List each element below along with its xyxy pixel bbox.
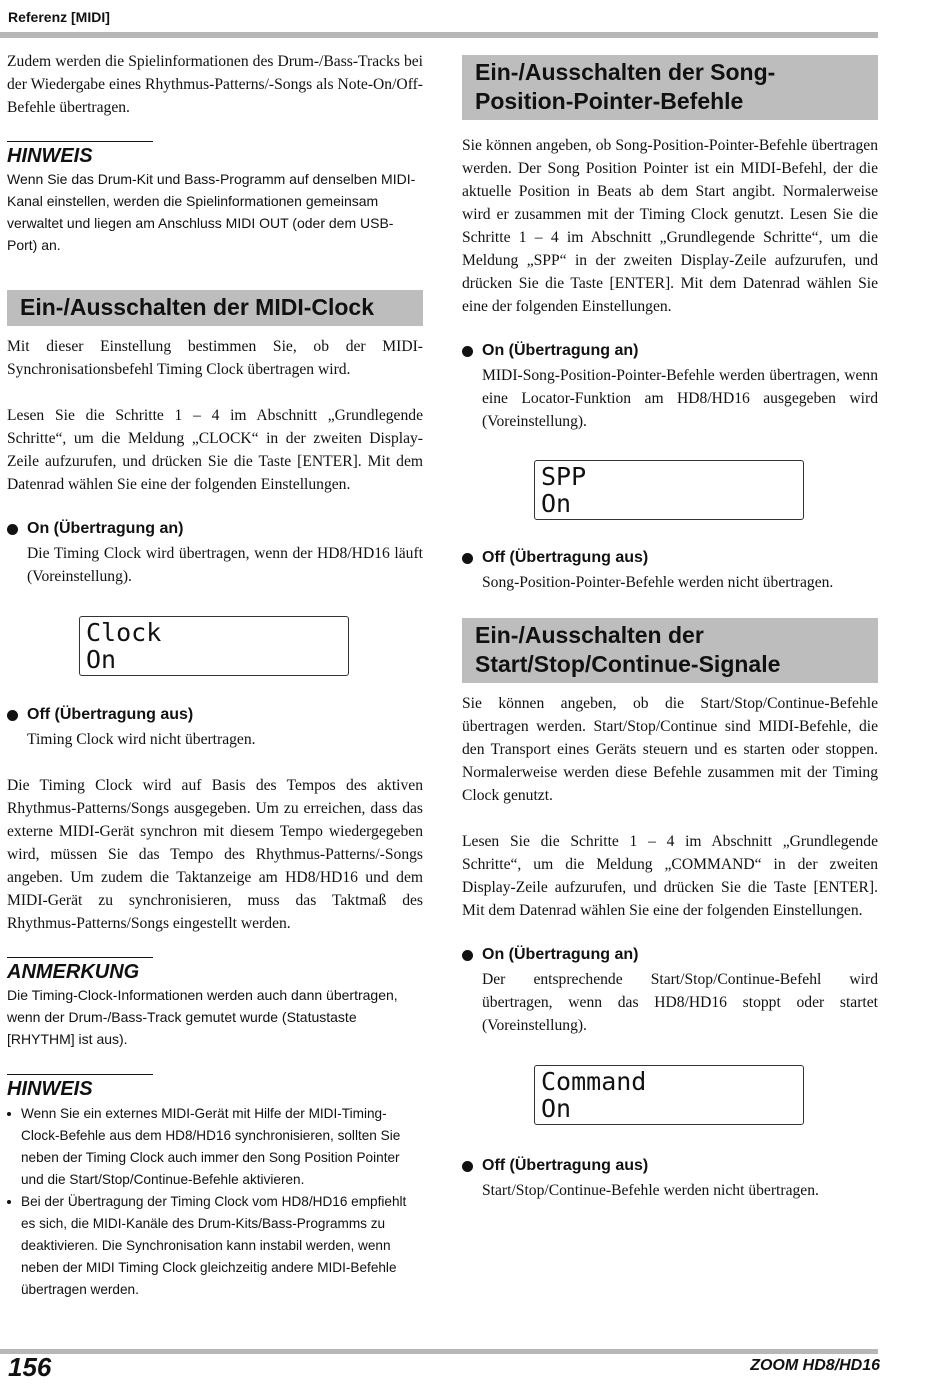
note-bullet-list <box>7 1103 423 1301</box>
midi-clock-steps: Lesen Sie die Schritte 1 – 4 im Abschnitt „Grundlegende Schritte“, um die Meldung „CLOCK“ in der zweiten Display-Zeile aufzurufen, und drücken Sie die Taste [ENTER]. Mit dem Datenrad wählen Sie eine der folgenden Einstellungen. <box>7 407 423 493</box>
lcd-line-2: On <box>541 1094 572 1123</box>
option-off-label: Off (Übertragung aus) <box>482 549 649 566</box>
note-title: HINWEIS <box>7 1078 93 1100</box>
option-off <box>462 547 878 569</box>
footer-rule <box>0 1349 878 1354</box>
option-off-description: Timing Clock wird nicht übertragen. <box>27 731 256 748</box>
note-text: Die Timing-Clock-Informationen werden auch dann übertragen, wenn der Drum-/Bass-Track gemutet wurde (Statustaste [RHYTHM] ist aus). <box>7 987 398 1047</box>
intro-paragraph: Zudem werden die Spielinformationen des Drum-/Bass-Tracks bei der Wiedergabe eines Rhythmus-Patterns/-Songs als Note-On/Off-Befehle übertragen. <box>7 53 423 116</box>
left-column <box>7 49 423 1301</box>
option-on-label: On (Übertragung an) <box>482 342 639 359</box>
section-heading-midi-clock: Ein-/Ausschalten der MIDI-Clock <box>7 290 423 326</box>
bullet-icon <box>462 346 473 357</box>
option-on-label: On (Übertragung an) <box>482 946 639 963</box>
section-heading-start-stop: Ein-/Ausschalten der Start/Stop/Continue-Signale <box>462 618 878 683</box>
header-rule <box>0 32 878 38</box>
option-on <box>462 944 878 966</box>
bullet-icon <box>7 1112 11 1116</box>
option-on <box>7 518 423 540</box>
option-off-label: Off (Übertragung aus) <box>27 706 194 723</box>
hinweis-note-2 <box>7 1074 423 1301</box>
bullet-icon <box>462 950 473 961</box>
right-column <box>462 55 878 1202</box>
option-on-description: Die Timing Clock wird übertragen, wenn der HD8/HD16 läuft (Voreinstellung). <box>27 545 423 585</box>
lcd-display-spp <box>534 460 804 520</box>
lcd-line-1: SPP <box>541 462 587 491</box>
option-off-label: Off (Übertragung aus) <box>482 1157 649 1174</box>
option-off-description: Start/Stop/Continue-Befehle werden nicht übertragen. <box>482 1182 819 1199</box>
option-on <box>462 340 878 362</box>
lcd-line-2: On <box>541 489 572 518</box>
lcd-line-1: Clock <box>86 618 162 647</box>
footer-product-name: ZOOM HD8/HD16 <box>750 1357 880 1374</box>
midi-clock-intro: Mit dieser Einstellung bestimmen Sie, ob der MIDI-Synchronisationsbefehl Timing Clock übertragen wird. <box>7 338 423 378</box>
lcd-display-clock <box>79 616 349 676</box>
option-on-description: Der entsprechende Start/Stop/Continue-Befehl wird übertragen, wenn das HD8/HD16 stoppt oder startet (Voreinstellung). <box>482 971 878 1034</box>
bullet-icon <box>7 524 18 535</box>
option-off <box>7 704 423 726</box>
page-header: Referenz [MIDI] <box>8 9 110 25</box>
bullet-icon <box>462 1161 473 1172</box>
option-on-label: On (Übertragung an) <box>27 520 184 537</box>
timing-clock-paragraph: Die Timing Clock wird auf Basis des Tempos des aktiven Rhythmus-Patterns/Songs ausgegeben. Um zu erreichen, dass das externe MIDI-Gerät synchron mit diesem Tempo wiedergegeben wird, müssen Sie das Tempo des Rhythmus-Patterns/-Songs angeben. Um zudem die Taktanzeige am HD8/HD16 und dem MIDI-Gerät zu synchronisieren, muss das Taktmaß des Rhythmus-Patterns/Songs eingestellt werden. <box>7 777 423 932</box>
spp-paragraph: Sie können angeben, ob Song-Position-Pointer-Befehle übertragen werden. Der Song Position Pointer ist ein MIDI-Befehl, der die aktuelle Position in Beats ab dem Start angibt. Normalerweise wird er zusammen mit der Timing Clock genutzt. Lesen Sie die Schritte 1 – 4 im Abschnitt „Grundlegende Schritte“, um die Meldung „SPP“ in der zweiten Display-Zeile aufzurufen, und drücken Sie die Taste [ENTER]. Mit dem Datenrad wählen Sie eine der folgenden Einstellungen. <box>462 137 878 315</box>
lcd-display-command <box>534 1065 804 1125</box>
option-off <box>462 1155 878 1177</box>
page-number: 156 <box>8 1352 52 1382</box>
lcd-line-1: Command <box>541 1067 647 1096</box>
bullet-icon <box>7 710 18 721</box>
section-heading-spp: Ein-/Ausschalten der Song-Position-Pointer-Befehle <box>462 55 878 120</box>
anmerkung-note <box>7 957 423 1050</box>
bullet-icon <box>7 1200 11 1204</box>
start-stop-steps: Lesen Sie die Schritte 1 – 4 im Abschnitt „Grundlegende Schritte“, um die Meldung „COMMAND“ in der zweiten Display-Zeile aufzurufen, und drücken Sie die Taste [ENTER]. Mit dem Datenrad wählen Sie eine der folgenden Einstellungen. <box>462 833 878 919</box>
start-stop-intro: Sie können angeben, ob die Start/Stop/Continue-Befehle übertragen werden. Start/Stop/Continue sind MIDI-Befehle, die den Transport eines Geräts steuern und es starten oder stoppen. Normalerweise werden diese Befehle zusammen mit der Timing Clock genutzt. <box>462 695 878 804</box>
note-rule <box>7 1074 153 1075</box>
bullet-icon <box>462 553 473 564</box>
list-item: Bei der Übertragung der Timing Clock vom HD8/HD16 empfiehlt es sich, die MIDI-Kanäle des Drum-Kits/Bass-Programms zu deaktivieren. Die Synchronisation kann instabil werden, wenn neben der MIDI Timing Clock gleichzeitig andere MIDI-Befehle übertragen werden. <box>7 1191 423 1301</box>
hinweis-note-1 <box>7 141 423 256</box>
lcd-line-2: On <box>86 645 117 674</box>
note-rule <box>7 141 153 142</box>
option-off-description: Song-Position-Pointer-Befehle werden nicht übertragen. <box>482 574 834 591</box>
option-on-description: MIDI-Song-Position-Pointer-Befehle werden übertragen, wenn eine Locator-Funktion am HD8/HD16 ausgegeben wird (Voreinstellung). <box>482 367 878 430</box>
list-item: Wenn Sie ein externes MIDI-Gerät mit Hilfe der MIDI-Timing-Clock-Befehle aus dem HD8/HD16 synchronisieren, sollten Sie neben der Timing Clock auch immer den Song Position Pointer und die Start/Stop/Continue-Befehle aktivieren. <box>7 1103 423 1191</box>
note-title: HINWEIS <box>7 145 93 167</box>
note-rule <box>7 957 153 958</box>
note-text: Wenn Sie das Drum-Kit und Bass-Programm auf denselben MIDI-Kanal einstellen, werden die Spielinformationen gemeinsam verwaltet und liegen am Anschluss MIDI OUT (oder dem USB-Port) an. <box>7 171 416 253</box>
note-title: ANMERKUNG <box>7 961 140 983</box>
